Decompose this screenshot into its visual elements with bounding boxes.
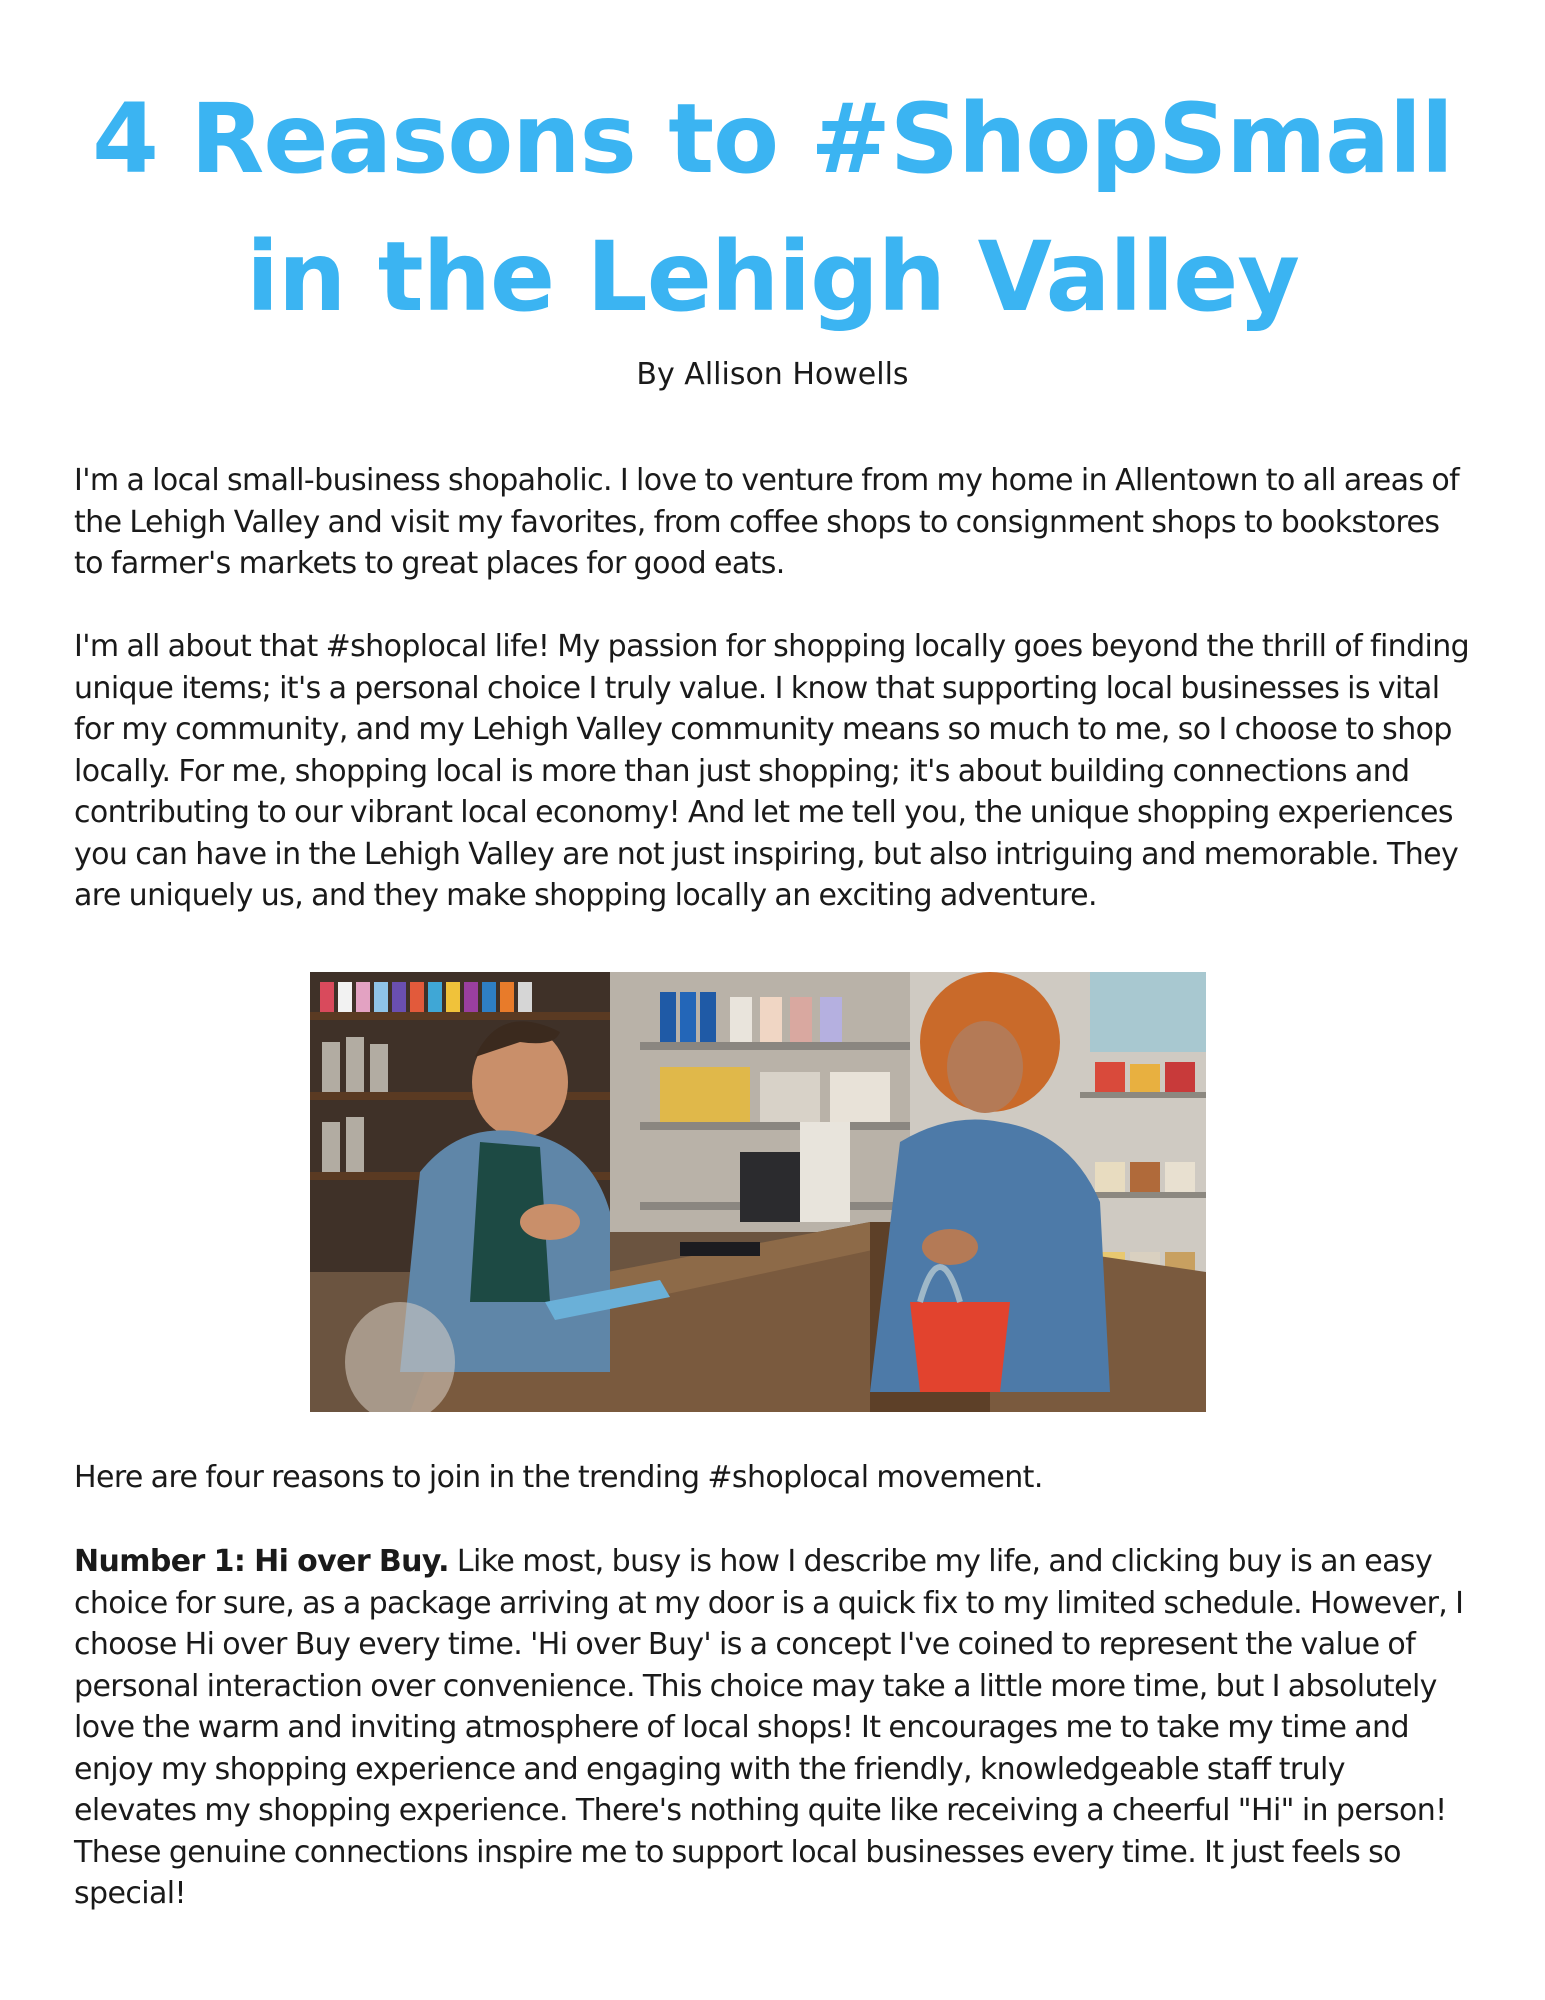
intro-paragraph: I'm a local small-business shopaholic. I love to venture from my home in Allentown to all areas of the Lehigh Valley and visit my favorites, from coffee shops to consignment shops to bookstores to farmer's markets to great places for good eats. xyxy=(74,463,1460,581)
reason-1-body: Like most, busy is how I describe my life, and clicking buy is an easy choice for sure, as a package arriving at my door is a quick fix to my limited schedule. However, I choose Hi over Buy every time. 'Hi over Buy' is a concept I've coined to represent the value of personal interaction over convenience. This choice may take a little more time, but I absolutely love the warm and inviting atmosphere of local shops! It encourages me to take my time and enjoy my shopping experience and engaging with the friendly, knowledgeable staff truly elevates my shopping experience. There's nothing quite like receiving a cheerful "Hi" in person! These genuine connections inspire me to support local businesses every time. It just feels so special! xyxy=(74,1544,1464,1911)
shop-counter-photo xyxy=(310,972,1206,1412)
reason-1-heading: Number 1: Hi over Buy. xyxy=(74,1544,449,1579)
author-byline: By Allison Howells xyxy=(636,357,909,392)
article-title-line-1: 4 Reasons to #ShopSmall xyxy=(92,83,1453,195)
reason-1-paragraph xyxy=(74,1541,1474,1915)
reasons-intro-paragraph: Here are four reasons to join in the trending #shoplocal movement. xyxy=(74,1460,1043,1495)
article-title-line-2: in the Lehigh Valley xyxy=(246,221,1299,333)
passion-paragraph: I'm all about that #shoplocal life! My passion for shopping locally goes beyond the thrill of finding unique items; it's a personal choice I truly value. I know that supporting local businesses is vital for my community, and my Lehigh Valley community means so much to me, so I choose to shop locally. For me, shopping local is more than just shopping; it's about building connections and contributing to our vibrant local economy! And let me tell you, the unique shopping experiences you can have in the Lehigh Valley are not just inspiring, but also intriguing and memorable. They are uniquely us, and they make shopping locally an exciting adventure. xyxy=(74,629,1470,913)
article-title xyxy=(0,70,1545,346)
